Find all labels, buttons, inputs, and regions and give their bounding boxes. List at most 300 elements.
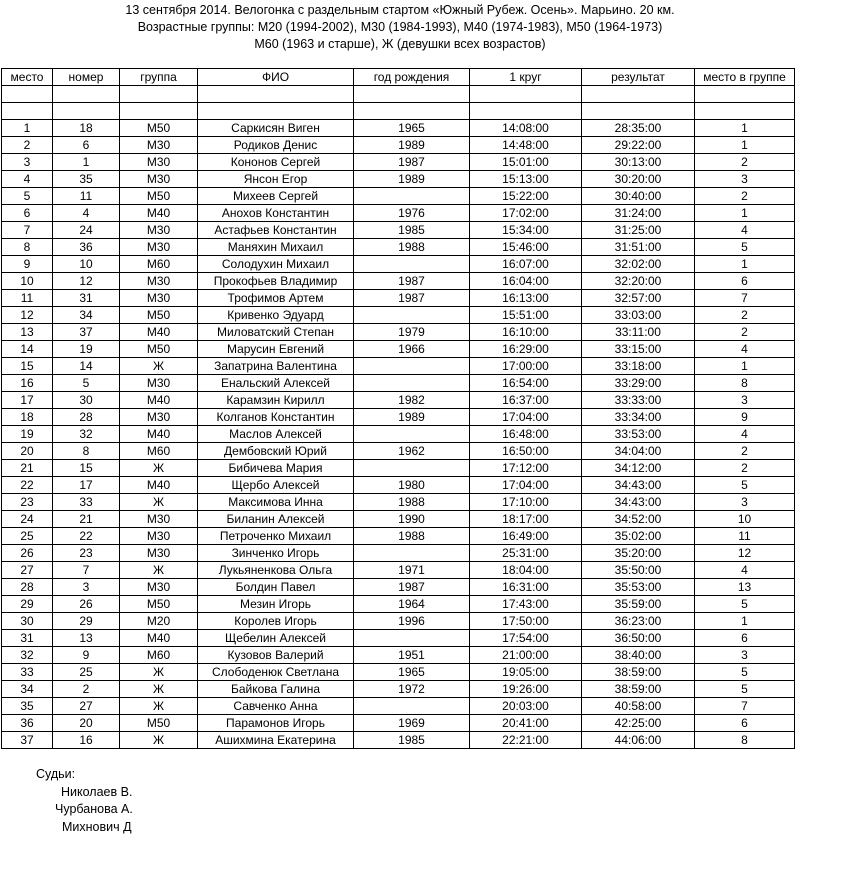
cell-group: М50 [120, 307, 198, 324]
cell-name: Янсон Егор [198, 171, 354, 188]
cell-lap1: 17:12:00 [470, 460, 582, 477]
cell-name: Щебелин Алексей [198, 630, 354, 647]
cell-birth-year: 1980 [354, 477, 470, 494]
cell-group: М40 [120, 392, 198, 409]
blank-cell [2, 86, 53, 103]
cell-group: М30 [120, 222, 198, 239]
cell-result: 34:04:00 [582, 443, 695, 460]
cell-place: 23 [2, 494, 53, 511]
table-row [2, 358, 795, 375]
blank-row [2, 103, 795, 120]
cell-number: 21 [53, 511, 120, 528]
cell-place: 20 [2, 443, 53, 460]
cell-number: 26 [53, 596, 120, 613]
cell-group: М60 [120, 647, 198, 664]
cell-number: 18 [53, 120, 120, 137]
blank-cell [198, 103, 354, 120]
cell-birth-year [354, 698, 470, 715]
cell-group: Ж [120, 664, 198, 681]
cell-name: Байкова Галина [198, 681, 354, 698]
cell-name: Бибичева Мария [198, 460, 354, 477]
cell-name: Астафьев Константин [198, 222, 354, 239]
cell-group-place: 1 [695, 358, 795, 375]
cell-lap1: 16:50:00 [470, 443, 582, 460]
cell-result: 33:03:00 [582, 307, 695, 324]
blank-cell [695, 86, 795, 103]
cell-lap1: 17:02:00 [470, 205, 582, 222]
cell-result: 36:23:00 [582, 613, 695, 630]
cell-result: 33:11:00 [582, 324, 695, 341]
blank-cell [470, 103, 582, 120]
cell-result: 35:59:00 [582, 596, 695, 613]
cell-place: 16 [2, 375, 53, 392]
header-line-1: 13 сентября 2014. Велогонка с раздельным стартом «Южный Рубеж. Осень». Марьино. 20 км. [125, 3, 675, 17]
cell-group-place: 4 [695, 562, 795, 579]
table-row [2, 290, 795, 307]
cell-group: М30 [120, 409, 198, 426]
blank-cell [695, 103, 795, 120]
cell-group: М50 [120, 341, 198, 358]
cell-group-place: 3 [695, 494, 795, 511]
cell-place: 13 [2, 324, 53, 341]
cell-birth-year: 1989 [354, 171, 470, 188]
cell-group-place: 3 [695, 392, 795, 409]
cell-birth-year [354, 256, 470, 273]
cell-group-place: 2 [695, 307, 795, 324]
table-row [2, 613, 795, 630]
cell-group: М30 [120, 290, 198, 307]
cell-lap1: 19:05:00 [470, 664, 582, 681]
header-line-3: М60 (1963 и старше), Ж (девушки всех возрастов) [254, 37, 546, 51]
cell-place: 21 [2, 460, 53, 477]
cell-result: 34:43:00 [582, 477, 695, 494]
cell-result: 30:13:00 [582, 154, 695, 171]
cell-result: 33:33:00 [582, 392, 695, 409]
cell-place: 7 [2, 222, 53, 239]
cell-name: Максимова Инна [198, 494, 354, 511]
cell-group: М60 [120, 256, 198, 273]
cell-birth-year: 1990 [354, 511, 470, 528]
cell-number: 32 [53, 426, 120, 443]
table-row [2, 120, 795, 137]
table-row [2, 307, 795, 324]
table-row [2, 188, 795, 205]
table-row [2, 205, 795, 222]
cell-group-place: 10 [695, 511, 795, 528]
blank-cell [354, 103, 470, 120]
cell-place: 26 [2, 545, 53, 562]
cell-number: 3 [53, 579, 120, 596]
cell-lap1: 17:10:00 [470, 494, 582, 511]
header-row [2, 69, 795, 86]
cell-lap1: 16:10:00 [470, 324, 582, 341]
cell-place: 34 [2, 681, 53, 698]
cell-group: М20 [120, 613, 198, 630]
cell-birth-year: 1951 [354, 647, 470, 664]
cell-name: Миловатский Степан [198, 324, 354, 341]
cell-result: 34:12:00 [582, 460, 695, 477]
cell-result: 35:20:00 [582, 545, 695, 562]
cell-name: Кривенко Эдуард [198, 307, 354, 324]
cell-name: Щербо Алексей [198, 477, 354, 494]
cell-group: М30 [120, 154, 198, 171]
cell-group: М30 [120, 579, 198, 596]
cell-birth-year: 1989 [354, 137, 470, 154]
cell-birth-year [354, 375, 470, 392]
cell-number: 1 [53, 154, 120, 171]
cell-lap1: 22:21:00 [470, 732, 582, 749]
cell-result: 29:22:00 [582, 137, 695, 154]
cell-group: М50 [120, 596, 198, 613]
cell-place: 22 [2, 477, 53, 494]
cell-place: 28 [2, 579, 53, 596]
col-header-group: группа [120, 69, 198, 86]
cell-lap1: 17:50:00 [470, 613, 582, 630]
cell-group-place: 5 [695, 664, 795, 681]
cell-group-place: 13 [695, 579, 795, 596]
cell-lap1: 15:13:00 [470, 171, 582, 188]
table-row [2, 409, 795, 426]
cell-place: 4 [2, 171, 53, 188]
cell-lap1: 16:54:00 [470, 375, 582, 392]
blank-cell [2, 103, 53, 120]
cell-group: М50 [120, 188, 198, 205]
cell-number: 15 [53, 460, 120, 477]
cell-group-place: 4 [695, 341, 795, 358]
cell-name: Саркисян Виген [198, 120, 354, 137]
cell-birth-year [354, 358, 470, 375]
cell-birth-year: 1988 [354, 528, 470, 545]
cell-group-place: 9 [695, 409, 795, 426]
cell-group: Ж [120, 494, 198, 511]
col-header-lap1: 1 круг [470, 69, 582, 86]
cell-name: Савченко Анна [198, 698, 354, 715]
cell-name: Прокофьев Владимир [198, 273, 354, 290]
cell-number: 35 [53, 171, 120, 188]
table-row [2, 375, 795, 392]
cell-lap1: 17:54:00 [470, 630, 582, 647]
cell-number: 36 [53, 239, 120, 256]
cell-group: М60 [120, 443, 198, 460]
cell-place: 24 [2, 511, 53, 528]
cell-lap1: 15:22:00 [470, 188, 582, 205]
cell-result: 35:53:00 [582, 579, 695, 596]
cell-result: 33:34:00 [582, 409, 695, 426]
cell-result: 33:53:00 [582, 426, 695, 443]
cell-place: 8 [2, 239, 53, 256]
cell-group: М30 [120, 239, 198, 256]
cell-name: Михеев Сергей [198, 188, 354, 205]
table-row [2, 171, 795, 188]
table-row [2, 528, 795, 545]
cell-birth-year: 1985 [354, 222, 470, 239]
cell-number: 16 [53, 732, 120, 749]
cell-number: 33 [53, 494, 120, 511]
blank-cell [120, 86, 198, 103]
cell-place: 17 [2, 392, 53, 409]
results-table-body [2, 86, 795, 749]
results-table [1, 68, 795, 749]
cell-lap1: 16:48:00 [470, 426, 582, 443]
cell-number: 8 [53, 443, 120, 460]
cell-lap1: 16:04:00 [470, 273, 582, 290]
cell-birth-year: 1962 [354, 443, 470, 460]
cell-birth-year: 1972 [354, 681, 470, 698]
cell-group-place: 1 [695, 137, 795, 154]
cell-number: 17 [53, 477, 120, 494]
cell-group-place: 2 [695, 154, 795, 171]
cell-result: 32:57:00 [582, 290, 695, 307]
blank-cell [582, 86, 695, 103]
cell-number: 37 [53, 324, 120, 341]
cell-name: Королев Игорь [198, 613, 354, 630]
cell-result: 42:25:00 [582, 715, 695, 732]
cell-group-place: 6 [695, 630, 795, 647]
cell-number: 30 [53, 392, 120, 409]
cell-name: Кузовов Валерий [198, 647, 354, 664]
judge-name: Николаев В. [61, 784, 133, 799]
cell-group-place: 5 [695, 239, 795, 256]
table-row [2, 239, 795, 256]
judge-name: Чурбанова А. [55, 802, 133, 816]
cell-number: 4 [53, 205, 120, 222]
cell-birth-year [354, 460, 470, 477]
cell-number: 27 [53, 698, 120, 715]
cell-name: Лукьяненкова Ольга [198, 562, 354, 579]
cell-birth-year [354, 630, 470, 647]
cell-birth-year: 1989 [354, 409, 470, 426]
cell-result: 31:24:00 [582, 205, 695, 222]
cell-result: 33:18:00 [582, 358, 695, 375]
table-row [2, 137, 795, 154]
cell-group-place: 6 [695, 273, 795, 290]
cell-number: 23 [53, 545, 120, 562]
cell-group: М30 [120, 137, 198, 154]
col-header-result: результат [582, 69, 695, 86]
cell-name: Солодухин Михаил [198, 256, 354, 273]
cell-result: 31:25:00 [582, 222, 695, 239]
cell-group-place: 1 [695, 256, 795, 273]
cell-name: Кононов Сергей [198, 154, 354, 171]
cell-number: 20 [53, 715, 120, 732]
cell-birth-year: 1965 [354, 120, 470, 137]
judges-block [36, 766, 133, 836]
cell-result: 33:15:00 [582, 341, 695, 358]
cell-name: Маслов Алексей [198, 426, 354, 443]
cell-birth-year [354, 307, 470, 324]
table-row [2, 562, 795, 579]
cell-group-place: 2 [695, 188, 795, 205]
cell-group: М40 [120, 630, 198, 647]
cell-lap1: 17:04:00 [470, 409, 582, 426]
cell-birth-year: 1965 [354, 664, 470, 681]
cell-birth-year [354, 188, 470, 205]
cell-lap1: 17:04:00 [470, 477, 582, 494]
cell-result: 34:52:00 [582, 511, 695, 528]
cell-birth-year: 1988 [354, 239, 470, 256]
cell-lap1: 16:49:00 [470, 528, 582, 545]
cell-place: 12 [2, 307, 53, 324]
cell-birth-year: 1985 [354, 732, 470, 749]
cell-group-place: 7 [695, 698, 795, 715]
cell-number: 31 [53, 290, 120, 307]
table-row [2, 494, 795, 511]
cell-lap1: 14:48:00 [470, 137, 582, 154]
cell-number: 28 [53, 409, 120, 426]
cell-number: 5 [53, 375, 120, 392]
cell-number: 7 [53, 562, 120, 579]
cell-group: М30 [120, 171, 198, 188]
cell-lap1: 15:01:00 [470, 154, 582, 171]
cell-birth-year: 1966 [354, 341, 470, 358]
cell-lap1: 20:03:00 [470, 698, 582, 715]
cell-group: М30 [120, 511, 198, 528]
cell-name: Петроченко Михаил [198, 528, 354, 545]
cell-group-place: 1 [695, 120, 795, 137]
table-row [2, 698, 795, 715]
cell-place: 9 [2, 256, 53, 273]
table-row [2, 715, 795, 732]
cell-group: Ж [120, 460, 198, 477]
cell-group-place: 11 [695, 528, 795, 545]
cell-lap1: 16:31:00 [470, 579, 582, 596]
cell-group-place: 8 [695, 732, 795, 749]
cell-group: Ж [120, 358, 198, 375]
table-row [2, 579, 795, 596]
cell-place: 10 [2, 273, 53, 290]
cell-place: 37 [2, 732, 53, 749]
cell-lap1: 25:31:00 [470, 545, 582, 562]
cell-lap1: 16:37:00 [470, 392, 582, 409]
table-row [2, 154, 795, 171]
cell-birth-year: 1971 [354, 562, 470, 579]
cell-place: 1 [2, 120, 53, 137]
table-row [2, 477, 795, 494]
cell-result: 30:40:00 [582, 188, 695, 205]
blank-row [2, 86, 795, 103]
cell-name: Анохов Константин [198, 205, 354, 222]
cell-place: 19 [2, 426, 53, 443]
cell-result: 40:58:00 [582, 698, 695, 715]
cell-name: Родиков Денис [198, 137, 354, 154]
cell-number: 24 [53, 222, 120, 239]
cell-name: Зинченко Игорь [198, 545, 354, 562]
results-table-head [2, 69, 795, 86]
cell-group: Ж [120, 681, 198, 698]
cell-name: Парамонов Игорь [198, 715, 354, 732]
table-row [2, 222, 795, 239]
cell-number: 11 [53, 188, 120, 205]
cell-birth-year: 1987 [354, 290, 470, 307]
cell-place: 15 [2, 358, 53, 375]
cell-lap1: 14:08:00 [470, 120, 582, 137]
cell-number: 19 [53, 341, 120, 358]
cell-group-place: 5 [695, 477, 795, 494]
cell-place: 32 [2, 647, 53, 664]
cell-number: 14 [53, 358, 120, 375]
cell-group: М50 [120, 120, 198, 137]
table-row [2, 392, 795, 409]
cell-result: 28:35:00 [582, 120, 695, 137]
cell-number: 6 [53, 137, 120, 154]
blank-cell [198, 86, 354, 103]
blank-cell [53, 86, 120, 103]
cell-number: 29 [53, 613, 120, 630]
cell-group-place: 5 [695, 596, 795, 613]
cell-birth-year: 1969 [354, 715, 470, 732]
cell-place: 2 [2, 137, 53, 154]
cell-result: 35:02:00 [582, 528, 695, 545]
col-header-name: ФИО [198, 69, 354, 86]
table-row [2, 596, 795, 613]
cell-name: Маняхин Михаил [198, 239, 354, 256]
cell-group: М40 [120, 426, 198, 443]
blank-cell [120, 103, 198, 120]
cell-name: Запатрина Валентина [198, 358, 354, 375]
cell-group-place: 2 [695, 460, 795, 477]
cell-group: М40 [120, 477, 198, 494]
cell-lap1: 17:00:00 [470, 358, 582, 375]
cell-group: Ж [120, 698, 198, 715]
cell-place: 30 [2, 613, 53, 630]
cell-birth-year: 1964 [354, 596, 470, 613]
table-row [2, 443, 795, 460]
cell-lap1: 15:34:00 [470, 222, 582, 239]
cell-lap1: 15:51:00 [470, 307, 582, 324]
cell-group-place: 5 [695, 681, 795, 698]
cell-lap1: 17:43:00 [470, 596, 582, 613]
cell-group: М50 [120, 715, 198, 732]
cell-group: Ж [120, 562, 198, 579]
table-row [2, 664, 795, 681]
cell-place: 6 [2, 205, 53, 222]
document-header [0, 2, 800, 53]
cell-lap1: 18:04:00 [470, 562, 582, 579]
cell-birth-year: 1979 [354, 324, 470, 341]
cell-name: Колганов Константин [198, 409, 354, 426]
cell-group-place: 8 [695, 375, 795, 392]
col-header-group-place: место в группе [695, 69, 795, 86]
table-row [2, 630, 795, 647]
cell-group: М30 [120, 375, 198, 392]
cell-group-place: 3 [695, 647, 795, 664]
cell-group-place: 2 [695, 324, 795, 341]
cell-result: 31:51:00 [582, 239, 695, 256]
cell-place: 5 [2, 188, 53, 205]
table-row [2, 460, 795, 477]
cell-lap1: 16:13:00 [470, 290, 582, 307]
cell-name: Ашихмина Екатерина [198, 732, 354, 749]
cell-lap1: 16:29:00 [470, 341, 582, 358]
cell-place: 11 [2, 290, 53, 307]
cell-group: М40 [120, 324, 198, 341]
cell-number: 2 [53, 681, 120, 698]
table-row [2, 732, 795, 749]
blank-cell [582, 103, 695, 120]
cell-birth-year: 1976 [354, 205, 470, 222]
cell-name: Трофимов Артем [198, 290, 354, 307]
table-row [2, 341, 795, 358]
cell-result: 34:43:00 [582, 494, 695, 511]
cell-result: 44:06:00 [582, 732, 695, 749]
judge-name: Михнович Д [62, 819, 132, 834]
cell-number: 22 [53, 528, 120, 545]
cell-name: Карамзин Кирилл [198, 392, 354, 409]
cell-lap1: 20:41:00 [470, 715, 582, 732]
table-row [2, 681, 795, 698]
cell-birth-year: 1987 [354, 154, 470, 171]
cell-result: 35:50:00 [582, 562, 695, 579]
